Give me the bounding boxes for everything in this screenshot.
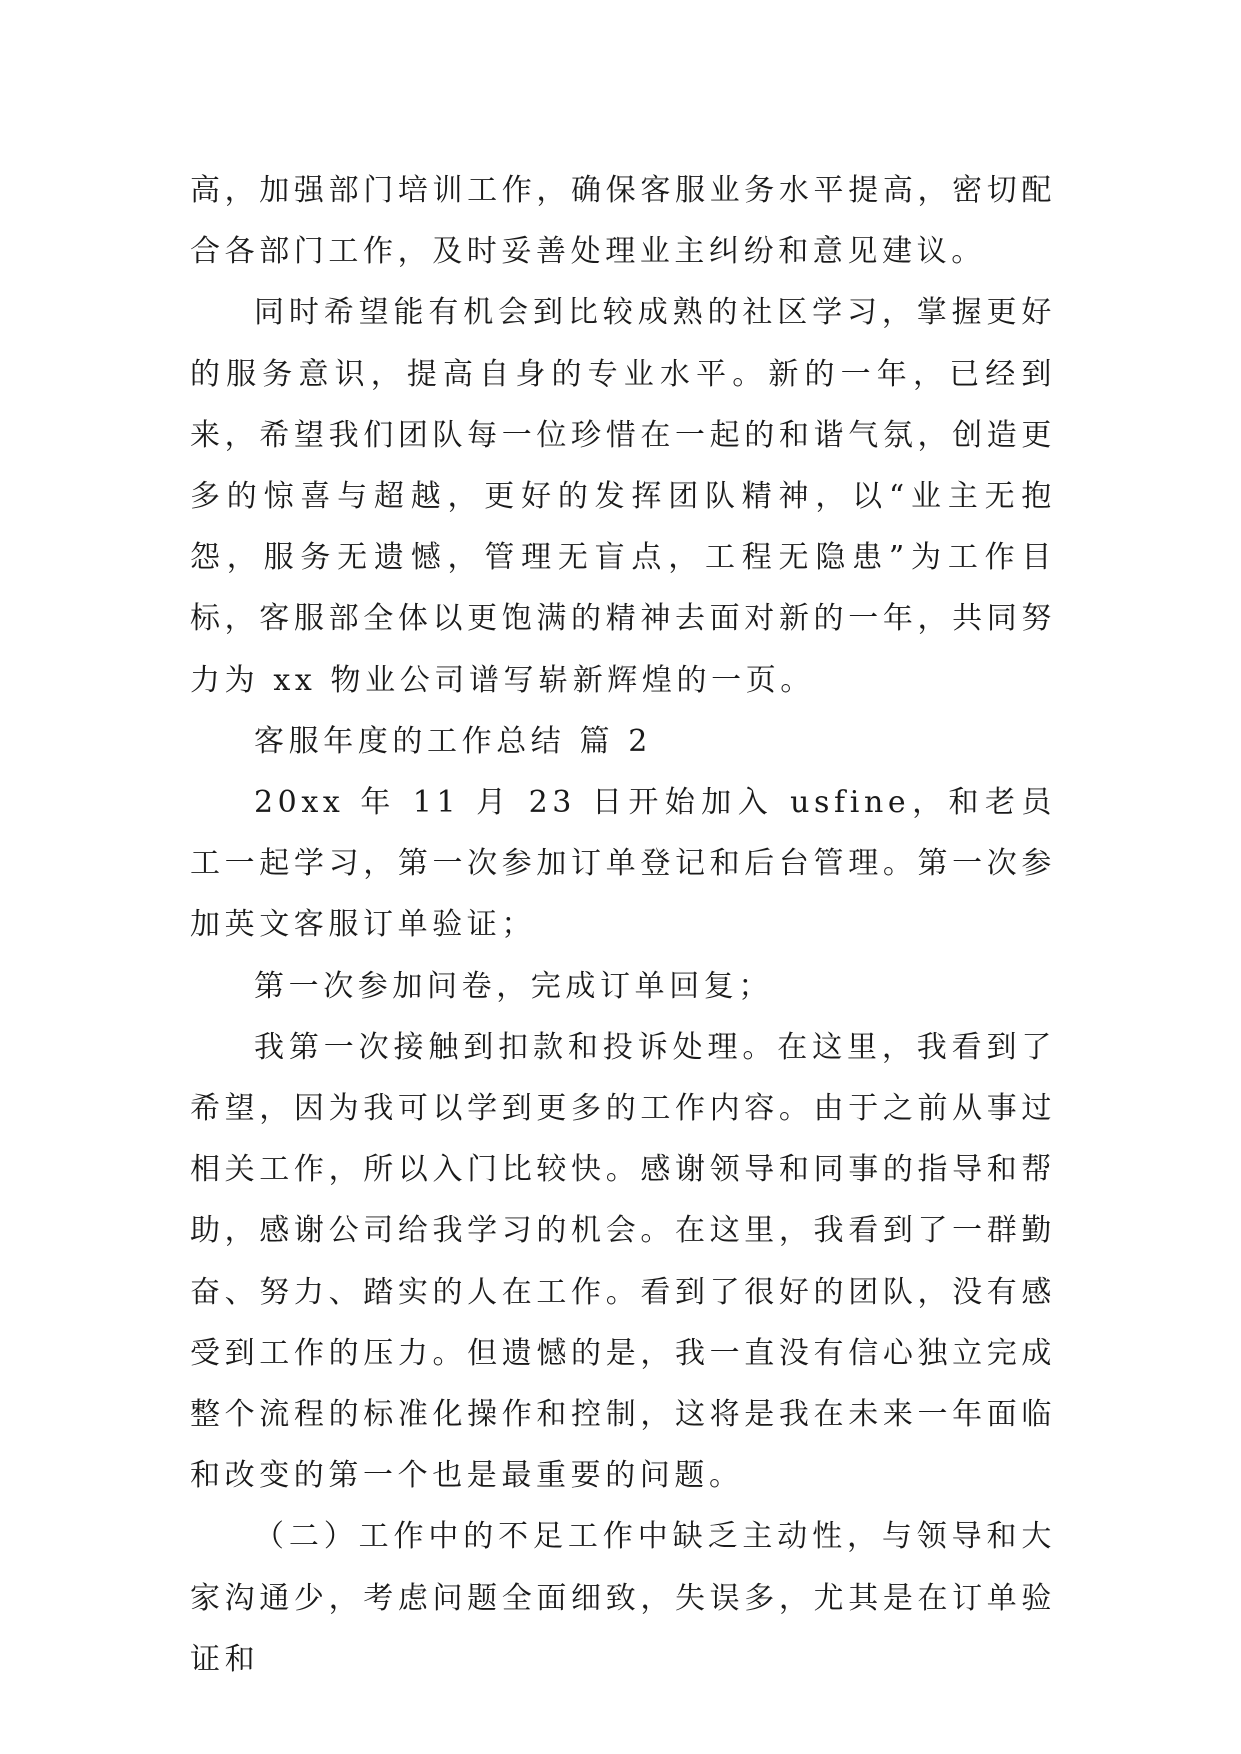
paragraph-1: 高，加强部门培训工作，确保客服业务水平提高，密切配合各部门工作，及时妥善处理业主纠纷和意见建议。 <box>190 173 1056 270</box>
paragraph-3: 20xx 年 11 月 23 日开始加入 usfine，和老员工一起学习，第一次参加订单登记和后台管理。第一次参加英文客服订单验证； <box>190 785 1056 943</box>
paragraph-4: 第一次参加问卷，完成订单回复； <box>254 968 773 1004</box>
section-heading: 客服年度的工作总结 篇 2 <box>254 723 652 759</box>
paragraph-5: 我第一次接触到扣款和投诉处理。在这里，我看到了希望，因为我可以学到更多的工作内容。由于之前从事过相关工作，所以入门比较快。感谢领导和同事的指导和帮助，感谢公司给我学习的机会。在这里，我看到了一群勤奋、努力、踏实的人在工作。看到了很好的团队，没有感受到工作的压力。但遗憾的是，我一直没有信心独立完成整个流程的标准化操作和控制，这将是我在未来一年面临和改变的第一个也是最重要的问题。 <box>190 1029 1056 1494</box>
document-body <box>190 160 1056 1690</box>
paragraph-6: （二）工作中的不足工作中缺乏主动性，与领导和大家沟通少，考虑问题全面细致，失误多，尤其是在订单验证和 <box>190 1519 1056 1677</box>
paragraph-2: 同时希望能有机会到比较成熟的社区学习，掌握更好的服务意识，提高自身的专业水平。新的一年，已经到来，希望我们团队每一位珍惜在一起的和谐气氛，创造更多的惊喜与超越，更好的发挥团队精神，以“业主无抱怨，服务无遗憾，管理无盲点，工程无隐患”为工作目标，客服部全体以更饱满的精神去面对新的一年，共同努力为 xx 物业公司谱写崭新辉煌的一页。 <box>190 295 1056 698</box>
